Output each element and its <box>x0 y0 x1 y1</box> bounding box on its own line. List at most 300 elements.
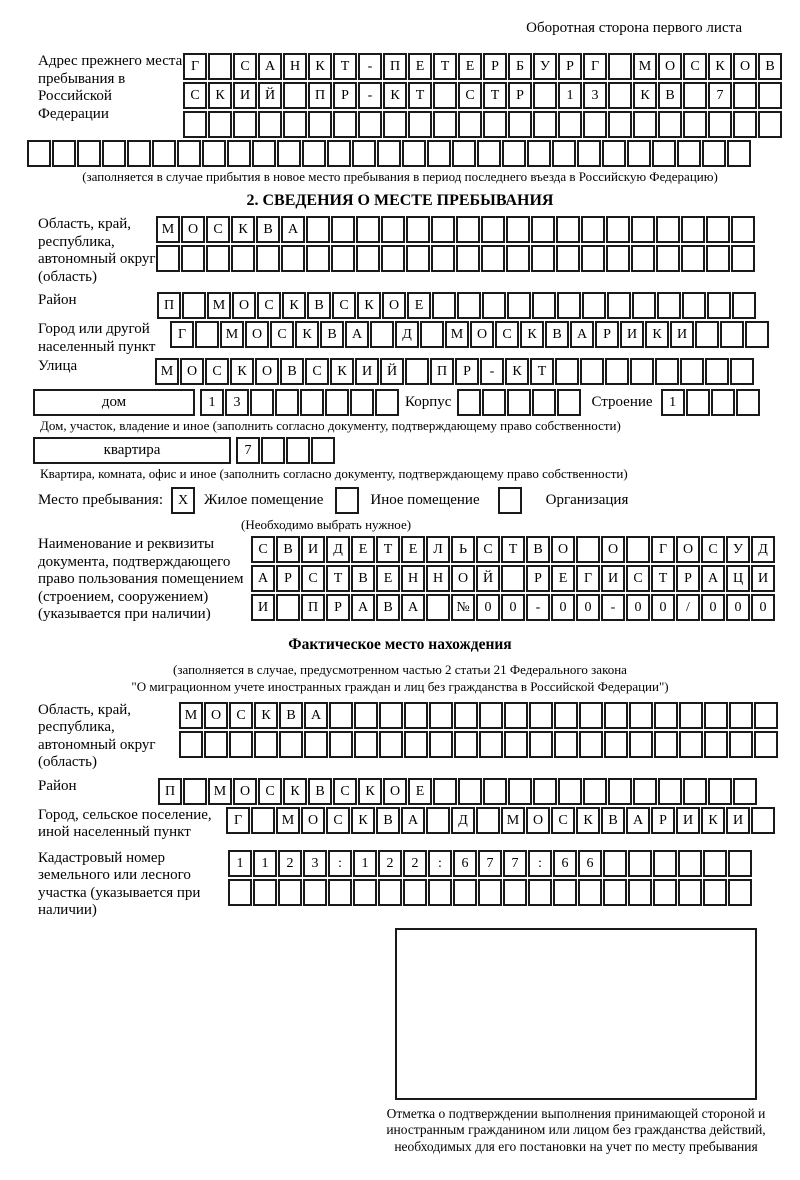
checkbox-organization <box>498 487 522 514</box>
char-cell <box>454 702 478 729</box>
char-cell: О <box>451 565 475 592</box>
char-cell <box>628 879 652 906</box>
char-cell: Б <box>508 53 532 80</box>
char-cell <box>352 140 376 167</box>
char-cell: К <box>505 358 529 385</box>
char-cell: И <box>233 82 257 109</box>
char-cell <box>653 879 677 906</box>
char-cell: О <box>676 536 700 563</box>
char-cell: Н <box>401 565 425 592</box>
char-cell <box>252 140 276 167</box>
char-cell: Р <box>508 82 532 109</box>
confirmation-stamp-box <box>395 928 757 1100</box>
stroenie-label: Строение <box>591 394 653 410</box>
char-cell <box>608 53 632 80</box>
char-cell: В <box>545 321 569 348</box>
char-cell <box>329 702 353 729</box>
char-cell <box>557 292 581 319</box>
char-cell: К <box>576 807 600 834</box>
char-cell <box>458 111 482 138</box>
char-cell: Й <box>258 82 282 109</box>
prev-address-row-4 <box>27 140 800 167</box>
char-cell: 0 <box>726 594 750 621</box>
char-cell <box>253 879 277 906</box>
char-cell <box>379 731 403 758</box>
char-cell: 7 <box>503 850 527 877</box>
char-cell <box>708 111 732 138</box>
char-cell: О <box>470 321 494 348</box>
char-cell: 7 <box>236 437 260 464</box>
char-cell: 0 <box>701 594 725 621</box>
char-cell: О <box>658 53 682 80</box>
char-cell <box>227 140 251 167</box>
char-cell: Р <box>455 358 479 385</box>
prev-address-row-3 <box>183 111 782 138</box>
char-cell: Р <box>333 82 357 109</box>
city-row <box>170 321 769 348</box>
char-cell <box>483 111 507 138</box>
char-cell: 1 <box>661 389 685 416</box>
actual-location-title: Фактическое место нахождения <box>288 635 512 653</box>
char-cell <box>681 245 705 272</box>
actual-region-label: Область, край, республика, автономный округ (область) <box>38 701 156 770</box>
char-cell: С <box>301 565 325 592</box>
char-cell <box>683 778 707 805</box>
char-cell <box>711 389 735 416</box>
char-cell: 0 <box>626 594 650 621</box>
char-cell: А <box>570 321 594 348</box>
char-cell <box>603 879 627 906</box>
char-cell: Р <box>483 53 507 80</box>
char-cell: Т <box>326 565 350 592</box>
char-cell: С <box>251 536 275 563</box>
apartment-note: Квартира, комната, офис и иное (заполнить согласно документу, подтверждающему право собственности) <box>40 466 628 481</box>
char-cell: 1 <box>558 82 582 109</box>
char-cell <box>557 389 581 416</box>
char-cell <box>431 216 455 243</box>
char-cell <box>482 389 506 416</box>
char-cell: К <box>282 292 306 319</box>
char-cell: А <box>281 216 305 243</box>
char-cell: Е <box>408 778 432 805</box>
char-cell: 1 <box>228 850 252 877</box>
char-cell <box>331 245 355 272</box>
char-cell <box>736 389 760 416</box>
char-cell <box>375 389 399 416</box>
district-label: Район <box>38 292 77 308</box>
char-cell <box>350 389 374 416</box>
char-cell <box>582 292 606 319</box>
char-cell <box>408 111 432 138</box>
char-cell <box>503 879 527 906</box>
char-cell: Е <box>401 536 425 563</box>
char-cell <box>680 358 704 385</box>
char-cell <box>604 702 628 729</box>
char-cell: С <box>458 82 482 109</box>
char-cell <box>479 702 503 729</box>
actual-district-row <box>158 778 757 805</box>
char-cell <box>677 140 701 167</box>
char-cell <box>333 111 357 138</box>
char-cell <box>354 731 378 758</box>
char-cell: К <box>208 82 232 109</box>
char-cell: К <box>295 321 319 348</box>
street-row <box>155 358 754 385</box>
char-cell: В <box>280 358 304 385</box>
char-cell: 7 <box>708 82 732 109</box>
char-cell <box>656 245 680 272</box>
char-cell: А <box>258 53 282 80</box>
apartment-cells <box>236 437 335 464</box>
char-cell: Т <box>530 358 554 385</box>
char-cell <box>426 594 450 621</box>
char-cell <box>208 111 232 138</box>
house-row <box>0 389 800 416</box>
char-cell <box>576 536 600 563</box>
char-cell: С <box>476 536 500 563</box>
char-cell: О <box>601 536 625 563</box>
checkbox-residential: X <box>171 487 195 514</box>
char-cell <box>127 140 151 167</box>
char-cell <box>751 807 775 834</box>
char-cell <box>405 358 429 385</box>
char-cell: А <box>351 594 375 621</box>
char-cell: В <box>601 807 625 834</box>
char-cell <box>457 292 481 319</box>
char-cell <box>577 140 601 167</box>
char-cell <box>454 731 478 758</box>
char-cell <box>704 731 728 758</box>
char-cell: И <box>676 807 700 834</box>
char-cell <box>678 850 702 877</box>
char-cell: П <box>301 594 325 621</box>
char-cell: В <box>526 536 550 563</box>
char-cell: А <box>251 565 275 592</box>
char-cell <box>703 879 727 906</box>
char-cell: - <box>526 594 550 621</box>
char-cell <box>379 702 403 729</box>
char-cell <box>686 389 710 416</box>
char-cell <box>626 536 650 563</box>
char-cell <box>707 292 731 319</box>
char-cell <box>508 778 532 805</box>
prev-address-field <box>0 53 800 138</box>
region-field <box>0 216 800 286</box>
prev-address-note: (заполняется в случае прибытия в новое место пребывания в период последнего въезда в Российскую Федерацию) <box>82 169 718 184</box>
char-cell <box>527 140 551 167</box>
char-cell <box>404 731 428 758</box>
char-cell <box>581 216 605 243</box>
actual-city-field <box>0 807 800 842</box>
cadastral-row-1 <box>228 850 752 877</box>
char-cell: Р <box>326 594 350 621</box>
char-cell <box>283 111 307 138</box>
char-cell <box>658 778 682 805</box>
char-cell <box>702 140 726 167</box>
char-cell: Д <box>395 321 419 348</box>
char-cell: С <box>701 536 725 563</box>
char-cell: П <box>308 82 332 109</box>
char-cell: С <box>626 565 650 592</box>
char-cell <box>733 778 757 805</box>
char-cell <box>583 111 607 138</box>
char-cell <box>228 879 252 906</box>
char-cell: И <box>620 321 644 348</box>
actual-city-label: Город, сельское поселение, иной населенный пункт <box>38 806 212 840</box>
char-cell <box>277 140 301 167</box>
char-cell: 1 <box>200 389 224 416</box>
confirmation-stamp-caption: Отметка о подтверждении выполнения принимающей стороной и иностранным гражданином или лицом без гражданства действий, необходимых для его постановки на учет по месту пребывания <box>386 1105 766 1154</box>
char-cell <box>206 245 230 272</box>
char-cell: В <box>307 292 331 319</box>
char-cell <box>720 321 744 348</box>
char-cell: К <box>283 778 307 805</box>
char-cell <box>554 731 578 758</box>
char-cell: К <box>351 807 375 834</box>
char-cell: С <box>333 778 357 805</box>
char-cell: И <box>301 536 325 563</box>
region-row-1 <box>156 216 755 243</box>
char-cell <box>306 216 330 243</box>
char-cell: О <box>255 358 279 385</box>
char-cell: О <box>245 321 269 348</box>
char-cell <box>453 879 477 906</box>
char-cell: О <box>181 216 205 243</box>
char-cell <box>356 216 380 243</box>
char-cell: О <box>733 53 757 80</box>
char-cell <box>308 111 332 138</box>
char-cell: Н <box>283 53 307 80</box>
char-cell <box>311 437 335 464</box>
char-cell <box>603 850 627 877</box>
char-cell <box>504 702 528 729</box>
char-cell: К <box>645 321 669 348</box>
apartment-box-label: квартира <box>33 437 231 464</box>
actual-city-row <box>226 807 775 834</box>
korpus-cells <box>457 389 581 416</box>
char-cell <box>529 702 553 729</box>
char-cell <box>678 879 702 906</box>
char-cell <box>286 437 310 464</box>
char-cell: В <box>279 702 303 729</box>
char-cell: Р <box>651 807 675 834</box>
char-cell <box>531 216 555 243</box>
char-cell: С <box>495 321 519 348</box>
char-cell <box>177 140 201 167</box>
char-cell: К <box>358 778 382 805</box>
char-cell: М <box>155 358 179 385</box>
char-cell: Р <box>526 565 550 592</box>
char-cell <box>731 245 755 272</box>
char-cell: Д <box>751 536 775 563</box>
char-cell <box>583 778 607 805</box>
char-cell <box>77 140 101 167</box>
actual-location-note-2: "О миграционном учете иностранных граждан и лиц без гражданства в Российской Федерации") <box>131 678 669 694</box>
char-cell <box>602 140 626 167</box>
district-row <box>157 292 756 319</box>
char-cell <box>654 731 678 758</box>
prev-address-label: Адрес прежнего места пребывания в Российской Федерации <box>38 53 183 122</box>
char-cell <box>354 702 378 729</box>
prev-address-rows <box>183 53 782 138</box>
char-cell <box>754 702 778 729</box>
actual-district-label: Район <box>38 777 77 794</box>
char-cell: Г <box>651 536 675 563</box>
char-cell <box>679 731 703 758</box>
char-cell: С <box>683 53 707 80</box>
char-cell <box>428 879 452 906</box>
char-cell: Г <box>583 53 607 80</box>
cadastral-label: Кадастровый номер земельного или лесного участка (указывается при наличии) <box>38 849 201 918</box>
char-cell <box>728 850 752 877</box>
char-cell <box>695 321 719 348</box>
char-cell: 1 <box>253 850 277 877</box>
char-cell <box>727 140 751 167</box>
char-cell <box>558 111 582 138</box>
char-cell: С <box>206 216 230 243</box>
char-cell: 2 <box>378 850 402 877</box>
char-cell: П <box>383 53 407 80</box>
char-cell <box>358 111 382 138</box>
document-field <box>0 536 800 624</box>
char-cell <box>732 292 756 319</box>
house-box-label: дом <box>33 389 195 416</box>
char-cell: О <box>180 358 204 385</box>
char-cell <box>456 216 480 243</box>
char-cell <box>631 245 655 272</box>
char-cell <box>202 140 226 167</box>
char-cell: Д <box>451 807 475 834</box>
char-cell: М <box>179 702 203 729</box>
actual-district-field <box>0 778 800 805</box>
char-cell <box>729 702 753 729</box>
char-cell <box>632 292 656 319</box>
char-cell <box>420 321 444 348</box>
char-cell: И <box>751 565 775 592</box>
char-cell <box>431 245 455 272</box>
char-cell: Т <box>483 82 507 109</box>
prev-address-row-1 <box>183 53 782 80</box>
char-cell <box>402 140 426 167</box>
char-cell <box>533 111 557 138</box>
char-cell: О <box>233 778 257 805</box>
street-label: Улица <box>38 358 78 374</box>
char-cell <box>605 358 629 385</box>
char-cell <box>679 702 703 729</box>
char-cell <box>653 850 677 877</box>
char-cell <box>733 111 757 138</box>
char-cell: А <box>401 594 425 621</box>
char-cell: И <box>726 807 750 834</box>
char-cell: С <box>229 702 253 729</box>
char-cell: - <box>358 82 382 109</box>
char-cell <box>251 807 275 834</box>
char-cell: Р <box>558 53 582 80</box>
char-cell <box>531 245 555 272</box>
char-cell <box>279 731 303 758</box>
char-cell: 2 <box>278 850 302 877</box>
char-cell <box>733 82 757 109</box>
char-cell: С <box>183 82 207 109</box>
char-cell <box>156 245 180 272</box>
char-cell: С <box>551 807 575 834</box>
char-cell: С <box>205 358 229 385</box>
region-label: Область, край, республика, автономный округ (область) <box>38 216 156 285</box>
char-cell <box>231 245 255 272</box>
char-cell <box>481 245 505 272</box>
char-cell: М <box>207 292 231 319</box>
stay-type-note: (Необходимо выбрать нужное) <box>241 517 412 532</box>
char-cell: М <box>156 216 180 243</box>
char-cell: С <box>305 358 329 385</box>
char-cell <box>381 216 405 243</box>
char-cell: - <box>358 53 382 80</box>
char-cell <box>728 879 752 906</box>
char-cell <box>179 731 203 758</box>
char-cell <box>533 82 557 109</box>
char-cell <box>331 216 355 243</box>
actual-location-note-1: (заполняется в случае, предусмотренном частью 2 статьи 21 Федерального закона <box>173 661 627 677</box>
char-cell <box>356 245 380 272</box>
section2-title: 2. СВЕДЕНИЯ О МЕСТЕ ПРЕБЫВАНИЯ <box>246 192 554 209</box>
house-note: Дом, участок, владение и иное (заполнить согласно документу, подтверждающему право собственности) <box>40 418 621 433</box>
char-cell: В <box>376 807 400 834</box>
char-cell <box>654 702 678 729</box>
char-cell <box>730 358 754 385</box>
char-cell <box>182 292 206 319</box>
char-cell: К <box>708 53 732 80</box>
char-cell <box>254 731 278 758</box>
char-cell: 6 <box>453 850 477 877</box>
char-cell: И <box>251 594 275 621</box>
char-cell: О <box>232 292 256 319</box>
char-cell <box>579 731 603 758</box>
char-cell: К <box>254 702 278 729</box>
char-cell: И <box>670 321 694 348</box>
char-cell <box>556 216 580 243</box>
char-cell <box>629 731 653 758</box>
char-cell <box>281 245 305 272</box>
char-cell: 0 <box>476 594 500 621</box>
char-cell <box>607 292 631 319</box>
char-cell: Г <box>170 321 194 348</box>
char-cell <box>629 702 653 729</box>
char-cell <box>427 140 451 167</box>
char-cell: М <box>208 778 232 805</box>
char-cell <box>478 879 502 906</box>
actual-region-row-2 <box>179 731 778 758</box>
char-cell <box>579 702 603 729</box>
char-cell <box>432 292 456 319</box>
char-cell: О <box>551 536 575 563</box>
char-cell <box>406 216 430 243</box>
actual-region-row-1 <box>179 702 778 729</box>
city-field <box>0 321 800 356</box>
stay-type-row <box>0 487 800 514</box>
char-cell <box>754 731 778 758</box>
char-cell: Й <box>380 358 404 385</box>
char-cell <box>532 389 556 416</box>
char-cell <box>433 111 457 138</box>
char-cell: М <box>501 807 525 834</box>
street-field <box>0 358 800 385</box>
char-cell: Е <box>458 53 482 80</box>
char-cell <box>476 807 500 834</box>
char-cell <box>456 245 480 272</box>
char-cell <box>458 778 482 805</box>
char-cell <box>327 140 351 167</box>
char-cell <box>608 778 632 805</box>
